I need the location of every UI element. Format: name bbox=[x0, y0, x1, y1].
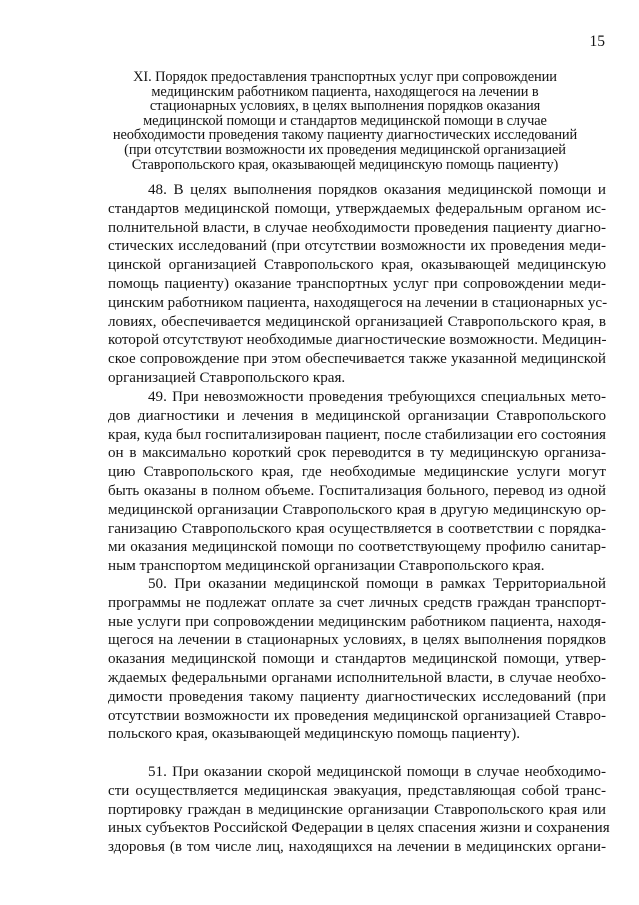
paragraph-line: сти осуществляется медицинская эвакуация, представляющая собой транс- bbox=[108, 782, 606, 799]
paragraph-line: 51. При оказании скорой медицинской помощи в случае необходимо- bbox=[148, 764, 606, 780]
heading-line: (при отсутствии возможности их проведения медицинской организацией bbox=[124, 141, 566, 158]
paragraph-line: программы не подлежат оплате за счет личных средств граждан транспорт- bbox=[108, 594, 606, 611]
heading-line: медицинским работником пациента, находящегося на лечении в bbox=[151, 83, 539, 100]
paragraph-line: ми оказания медицинской помощи по соответствующему профилю санитар- bbox=[108, 539, 606, 556]
paragraph-line: димости проведения такому пациенту диагностических исследований (при bbox=[108, 688, 606, 705]
paragraph-line: ловиях, обеспечивается медицинской организацией Ставропольского края, в bbox=[108, 313, 606, 330]
paragraph-line: цинским работником пациента, находящегося на лечении в стационарных ус- bbox=[108, 294, 608, 311]
paragraph-line: оказания медицинской помощи и стандартов медицинской помощи, утвер- bbox=[108, 651, 606, 668]
paragraph-line: ным транспортом медицинской организации Ставропольского края. bbox=[108, 558, 545, 575]
paragraph-line: ждаемых федеральными органами исполнительной власти, в случае необхо- bbox=[108, 669, 606, 686]
paragraph-line: ское сопровождение при этом обеспечивается также указанной медицинской bbox=[108, 351, 606, 368]
paragraph-line: польского края, оказывающей медицинскую помощь пациенту). bbox=[108, 726, 521, 743]
paragraph-line: полнительной власти, в случае необходимости проведения пациенту диагно- bbox=[108, 219, 606, 236]
page-number: 15 bbox=[589, 33, 605, 50]
paragraph-line: которой отсутствуют необходимые диагностические возможности. Медицин- bbox=[108, 332, 607, 349]
section-heading bbox=[106, 70, 584, 172]
paragraph-line: здоровья (в том числе лиц, находящихся на лечении в медицинских органи- bbox=[108, 839, 606, 856]
paragraph-51 bbox=[108, 763, 610, 857]
paragraph-line: дов диагностики и лечения в медицинской организации Ставропольского bbox=[108, 407, 606, 424]
paragraph-line: иных субъектов Российской Федерации в целях спасения жизни и сохранения bbox=[108, 820, 610, 837]
heading-line: стационарных условиях, в целях выполнения порядков оказания bbox=[149, 98, 541, 115]
heading-line: Ставропольского края, оказывающей медицинскую помощь пациенту) bbox=[131, 156, 559, 173]
paragraph-line: 49. При невозможности проведения требующихся специальных мето- bbox=[148, 389, 606, 405]
paragraph-line: ганизацию Ставропольского края осуществляется в соответствии с порядка- bbox=[108, 520, 606, 537]
paragraph-line: щегося на лечении в стационарных условиях, в целях выполнения порядков bbox=[108, 632, 606, 649]
paragraph-line: организацией Ставропольского края. bbox=[108, 369, 346, 386]
paragraph-line: цинской организацией Ставропольского края, оказывающей медицинскую bbox=[108, 257, 606, 274]
paragraph-line: 48. В целях выполнения порядков оказания медицинской помощи и bbox=[148, 182, 606, 198]
paragraph-line: быть оказаны в полном объеме. Госпитализация больного, перевод из одной bbox=[108, 482, 606, 499]
paragraph-line: портировку граждан в медицинские организации Ставропольского края или bbox=[108, 801, 606, 818]
heading-line: необходимости проведения такому пациенту диагностических исследований bbox=[112, 127, 578, 144]
paragraph-50 bbox=[108, 575, 606, 744]
paragraph-line: цию Ставропольского края, где необходимые медицинские услуги могут bbox=[108, 464, 606, 481]
paragraph-49 bbox=[108, 388, 606, 576]
paragraph-line: медицинской организации Ставропольского края в другую медицинскую ор- bbox=[108, 501, 606, 518]
heading-line: XI. Порядок предоставления транспортных услуг при сопровождении bbox=[133, 69, 557, 85]
paragraph-line: помощь пациенту) оказание транспортных услуг при сопровождении меди- bbox=[108, 275, 606, 292]
heading-line: медицинской помощи и стандартов медицинской помощи в случае bbox=[143, 112, 547, 129]
paragraph-line: отсутствии возможности их проведения медицинской организацией Ставро- bbox=[108, 707, 606, 724]
paragraph-line: 50. При оказании медицинской помощи в рамках Территориальной bbox=[148, 576, 606, 592]
paragraph-line: края, куда был госпитализирован пациент, после стабилизации его состояния bbox=[108, 426, 606, 443]
paragraph-line: стандартов медицинской помощи, утверждаемых федеральным органом ис- bbox=[108, 200, 606, 217]
paragraph-48 bbox=[108, 181, 606, 388]
paragraph-line: ные услуги при сопровождении медицинским работником пациента, находя- bbox=[108, 613, 606, 630]
paragraph-line: он в максимально короткий срок переводится в ту медицинскую организа- bbox=[108, 445, 606, 462]
paragraph-line: стических исследований (при отсутствии возможности их проведения меди- bbox=[108, 238, 606, 255]
